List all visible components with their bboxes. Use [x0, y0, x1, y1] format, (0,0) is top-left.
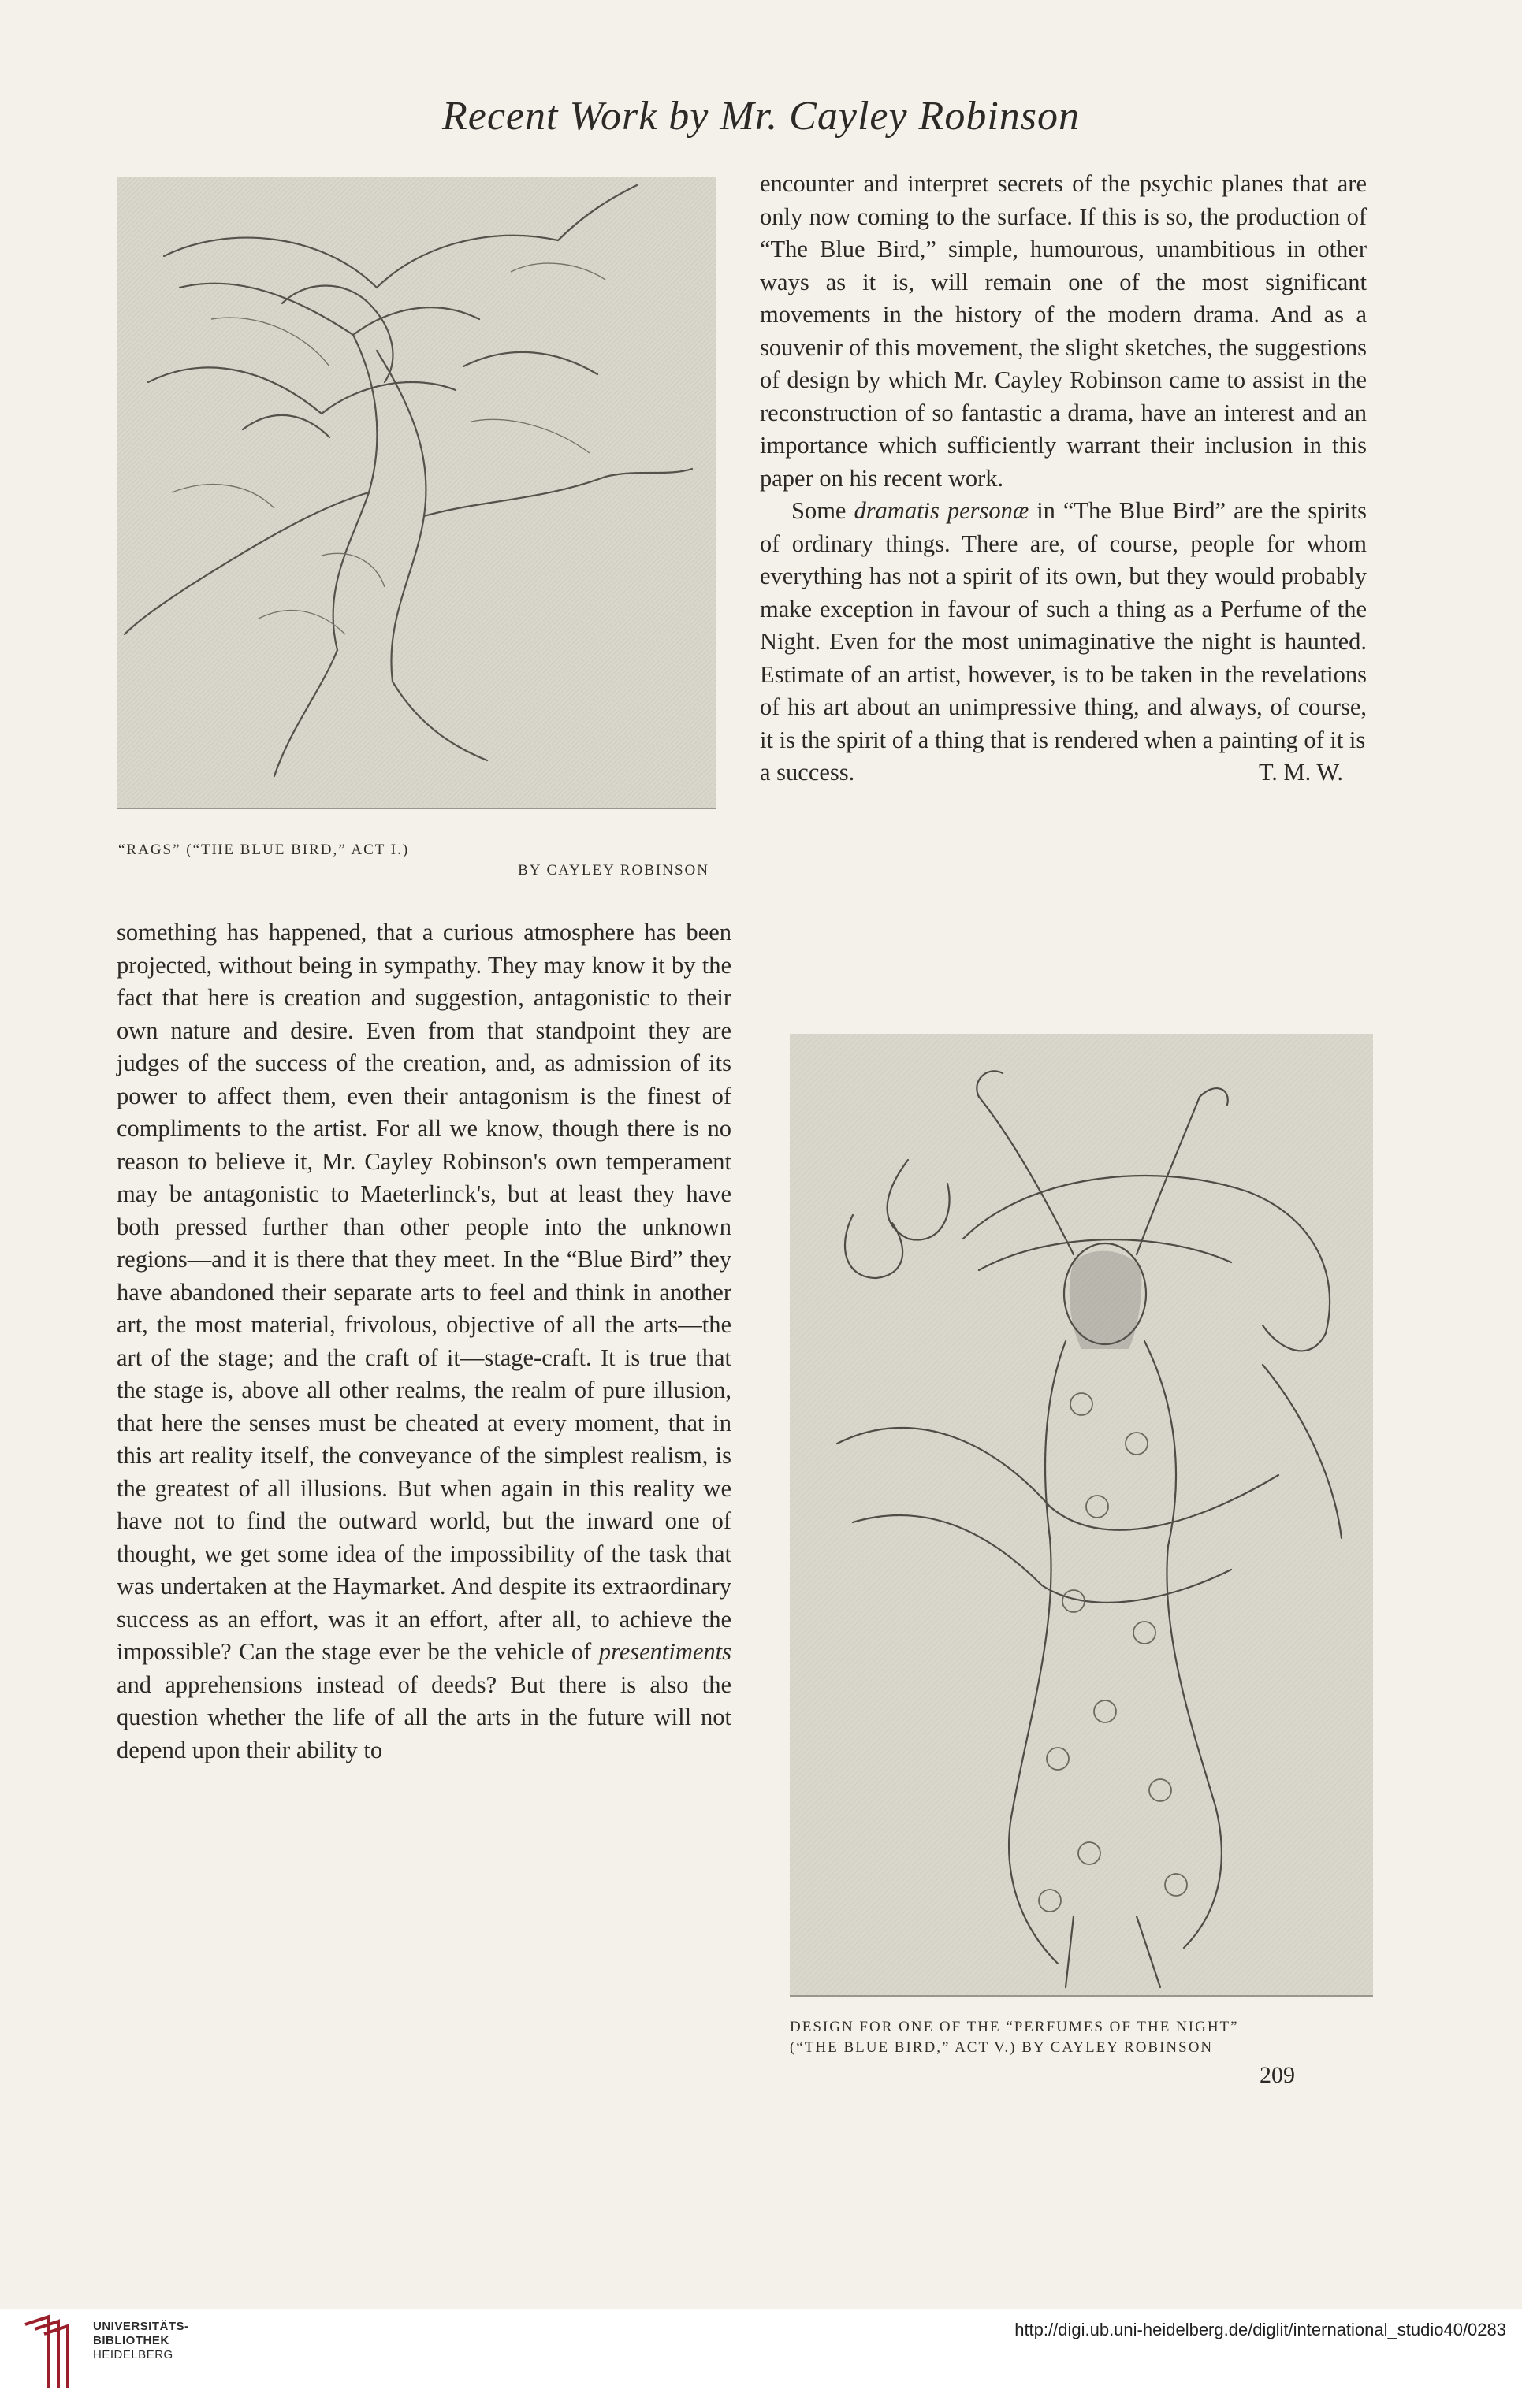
para2-italic: dramatis personæ	[854, 497, 1029, 524]
figure2-caption	[790, 2017, 1373, 2058]
author-signoff: T. M. W.	[1258, 759, 1343, 786]
library-name-line2: BIBLIOTHEK	[93, 2334, 169, 2347]
figure2-caption-line2: (“THE BLUE BIRD,” ACT V.) BY CAYLEY ROBINSON	[790, 2039, 1214, 2056]
para2-last: a success.	[760, 759, 855, 786]
signoff-line	[760, 756, 1367, 790]
figure2-caption-line1: DESIGN FOR ONE OF THE “PERFUMES OF THE NIGHT”	[790, 2019, 1239, 2035]
left-column-text-end: and apprehensions instead of deeds? But there is also the question whether the life of all the arts in the future will not depend upon their ability to	[117, 1670, 731, 1763]
page-title: Recent Work by Mr. Cayley Robinson	[442, 94, 1080, 139]
rags-illustration	[117, 177, 716, 809]
para2-rest: in “The Blue Bird” are the spirits of ordinary things. There are, of course, people for whom everything has not a spirit of its own, but they would probably make exception in favour of such a thing as a Perfume of the Night. Even for the most unimaginative the night is haunted. Estimate of an artist, however, is to be taken in the revelations of his art about an unimpressive thing, and always, of course, it is the spirit of a thing that is rendered when a painting of it is	[760, 497, 1368, 753]
library-name-line3: HEIDELBERG	[93, 2348, 173, 2362]
library-logo-icon	[17, 2309, 88, 2395]
para2-start: Some	[791, 497, 847, 524]
left-column-text: something has happened, that a curious atmosphere has been projected, without being in sympathy. They may know it by the fact that here is creation and suggestion, antagonistic to their own nature and desire. Even from that standpoint they are judges of the success of the creation, and, as admission of its power to affect them, even their antagonism is the finest of compliments to the artist. For all we know, though there is no reason to believe it, Mr. Cayley Robinson's own temperament may be antagonistic to Maeterlinck's, but at least they have both pressed further than other people into the unknown regions—and it is there that they meet. In the “Blue Bird” they have abandoned their separate arts to feel and think in another art, the most material, frivolous, objective of all the arts—the art of the stage; and the craft of it—stage-craft. It is true that the stage is, above all other realms, the realm of pure illusion, that here the senses must be cheated at every moment, that in this art reality itself, the conveyance of the simplest realism, is the greatest of all illusions. But when again in this reality we have not to find the outward world, but the inward one of thought, we get some idea of the impossibility of the task that was undertaken at the Haymarket. And despite its extraordinary success as an effort, was it an effort, after all, to achieve the impossible? Can the stage ever be the vehicle of	[117, 919, 731, 1665]
library-name	[93, 2320, 189, 2362]
figure1-caption	[118, 840, 717, 881]
right-column-paragraph-1: encounter and interpret secrets of the psychic planes that are only now coming to the surface. If this is so, the production of “The Blue Bird,” simple, humourous, unambitious in other ways as it is, will remain one of the most significant movements in the history of the modern drama. And as a souvenir of this movement, the slight sketches, the suggestions of design by which Mr. Cayley Robinson came to assist in the reconstruction of so fantastic a drama, have an interest and an importance which sufficiently warrant their inclusion in this paper on his recent work.	[760, 170, 1367, 492]
left-column-paragraph	[117, 916, 731, 1767]
right-column	[760, 168, 1367, 790]
left-column-italic: presentiments	[598, 1638, 731, 1665]
footer-bar	[0, 2309, 1522, 2408]
library-name-line1: UNIVERSITÄTS-	[93, 2320, 189, 2333]
perfume-of-the-night-illustration	[790, 1034, 1373, 1997]
figure1-caption-line2: BY CAYLEY ROBINSON	[518, 862, 709, 879]
library-logo	[17, 2309, 189, 2395]
left-column	[117, 916, 731, 1767]
source-url-link[interactable]: http://digi.ub.uni-heidelberg.de/diglit/international_studio40/0283	[1014, 2320, 1506, 2339]
right-column-paragraph-2	[760, 495, 1367, 756]
figure1-caption-line1: “RAGS” (“THE BLUE BIRD,” ACT I.)	[118, 842, 410, 858]
page-number: 209	[1260, 2062, 1295, 2088]
